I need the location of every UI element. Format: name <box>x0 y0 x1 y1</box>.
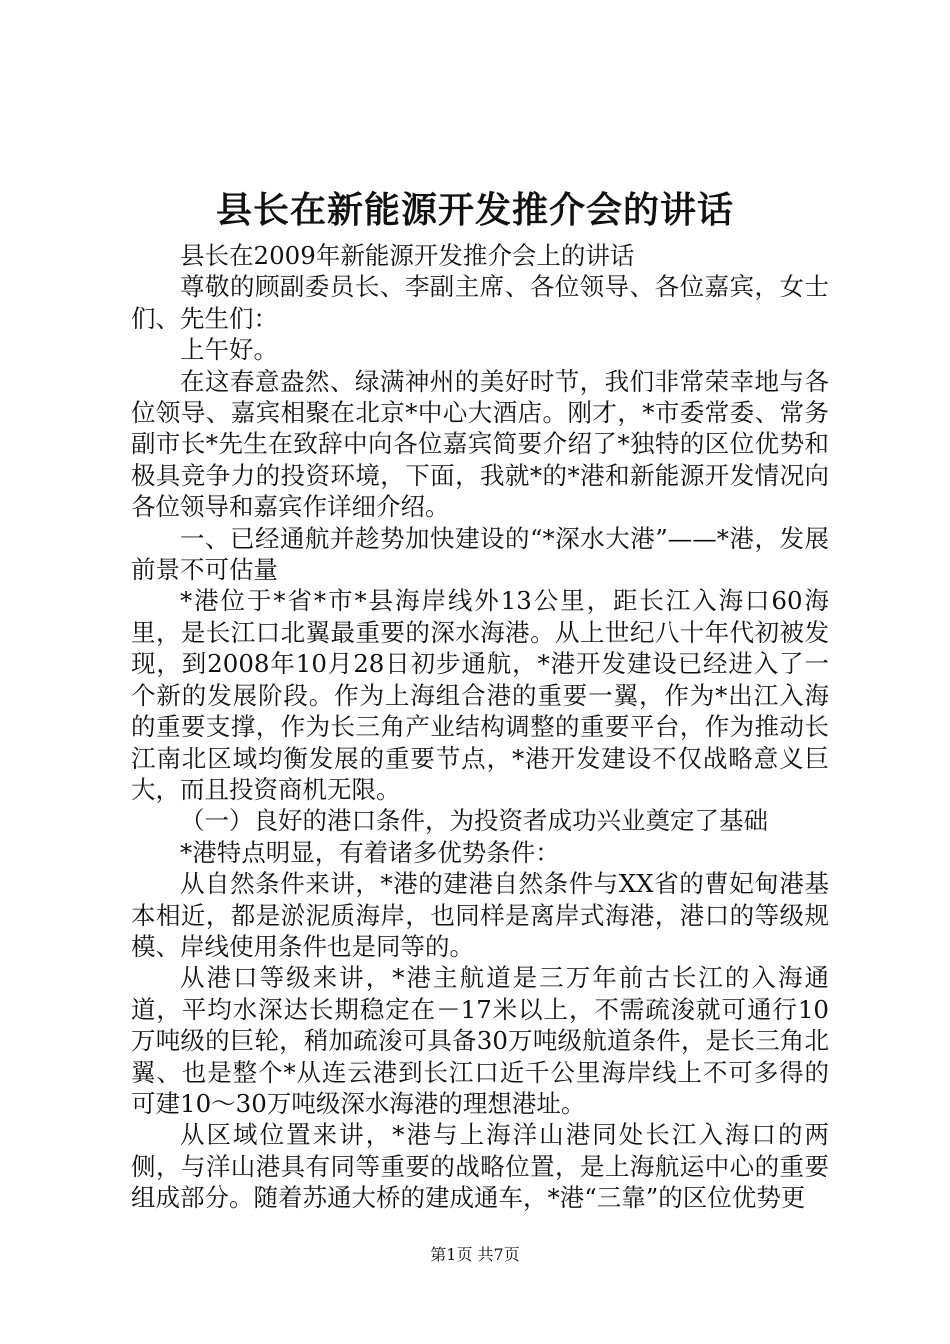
page-number-footer: 第1页 共7页 <box>430 1245 520 1264</box>
paragraph: 从自然条件来讲，*港的建港自然条件与XX省的曹妃甸港基本相近，都是淤泥质海岸，也同样是离岸式海港，港口的等级规模、岸线使用条件也是同等的。 <box>131 869 829 961</box>
paragraph: 一、已经通航并趁势加快建设的“*深水大港”——*港，发展前景不可估量 <box>131 523 829 585</box>
paragraph: 尊敬的顾副委员长、李副主席、各位领导、各位嘉宾，女士们、先生们： <box>131 272 829 333</box>
paragraph: （一）良好的港口条件，为投资者成功兴业奠定了基础 <box>180 806 768 836</box>
paragraph: *港特点明显，有着诸多优势条件： <box>180 837 560 867</box>
document-body <box>131 240 829 1214</box>
paragraph: 从区域位置来讲，*港与上海洋山港同处长江入海口的两侧，与洋山港具有同等重要的战略位置，是上海航运中心的重要组成部分。随着苏通大桥的建成通车，*港“三靠”的区位优势更 <box>131 1120 829 1213</box>
paragraph: 县长在2009年新能源开发推介会上的讲话 <box>180 241 635 270</box>
paragraph: *港位于*省*市*县海岸线外13公里，距长江入海口60海里，是长江口北翼最重要的深水海港。从上世纪八十年代初被发现，到2008年10月28日初步通航，*港开发建设已经进入了一个新的发展阶段。作为上海组合港的重要一翼，作为*出江入海的重要支撑，作为长三角产业结构调整的重要平台，作为推动长江南北区域均衡发展的重要节点，*港开发建设不仅战略意义巨大，而且投资商机无限。 <box>131 586 829 804</box>
document-title: 县长在新能源开发推介会的讲话 <box>215 189 734 231</box>
paragraph: 在这春意盎然、绿满神州的美好时节，我们非常荣幸地与各位领导、嘉宾相聚在北京*中心大酒店。刚才，*市委常委、常务副市长*先生在致辞中向各位嘉宾简要介绍了*独特的区位优势和极具竞争力的投资环境，下面，我就*的*港和新能源开发情况向各位领导和嘉宾作详细介绍。 <box>131 366 829 522</box>
paragraph: 上午好。 <box>180 335 278 365</box>
paragraph: 从港口等级来讲，*港主航道是三万年前古长江的入海通道，平均水深达长期稳定在－17米以上，不需疏浚就可通行10万吨级的巨轮，稍加疏浚可具备30万吨级航道条件，是长三角北翼、也是整个*从连云港到长江口近千公里海岸线上不可多得的可建10～30万吨级深水海港的理想港址。 <box>131 963 829 1118</box>
